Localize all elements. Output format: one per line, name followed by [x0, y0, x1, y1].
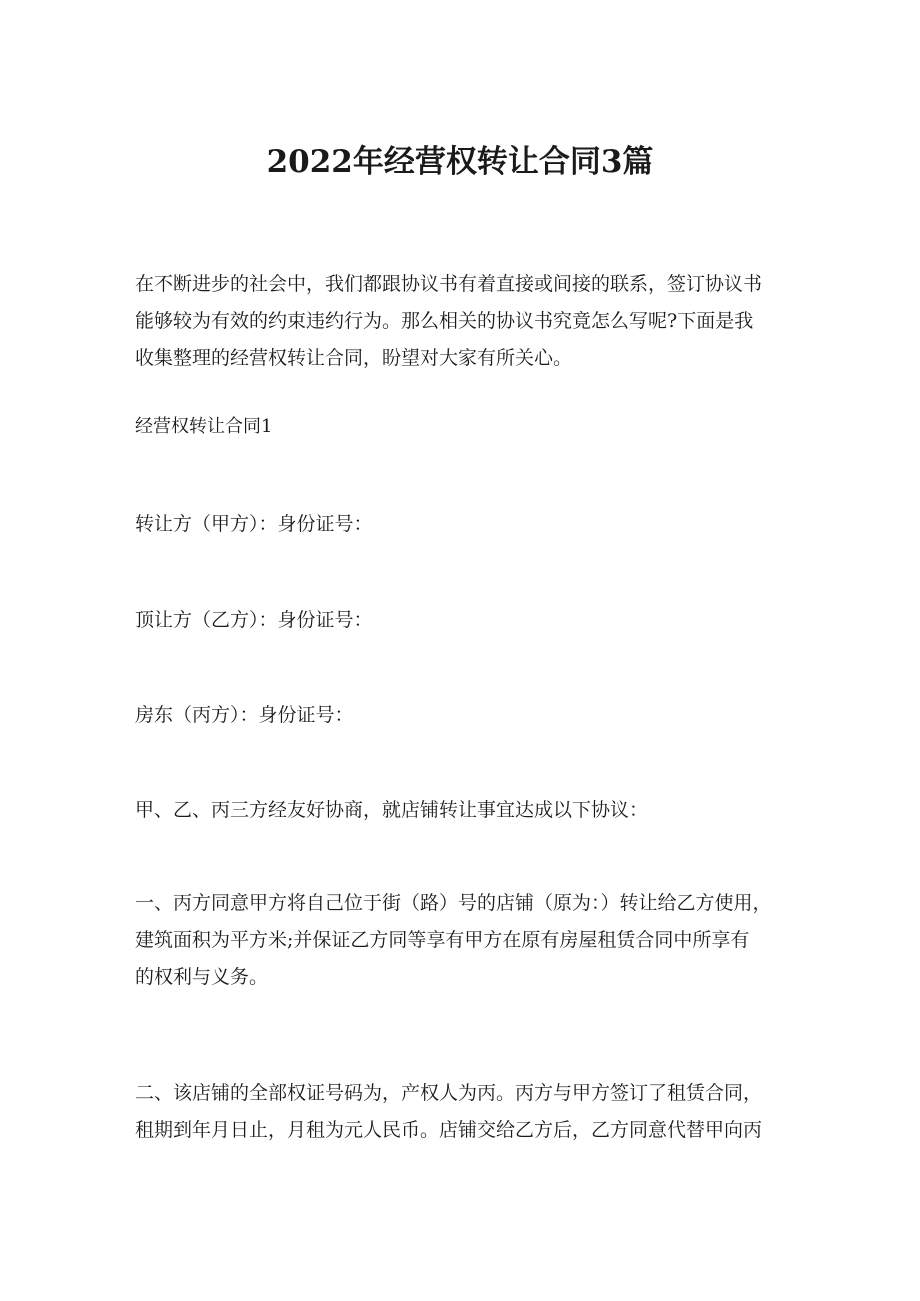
intro-paragraph: [135, 266, 795, 377]
party-transferee-text: 顶让方（乙方）：身份证号：: [135, 609, 373, 631]
party-transferor-text: 转让方（甲方）：身份证号：: [135, 513, 373, 535]
clause-line: 一、丙方同意甲方将自己位于街（路）号的店铺（原为：）转让给乙方使用，: [135, 892, 772, 914]
clause-line: 二、该店铺的全部权证号码为，产权人为丙。丙方与甲方签订了租赁合同，: [135, 1082, 763, 1104]
party-landlord-text: 房东（丙方）：身份证号：: [135, 704, 354, 726]
clause-line: 建筑面积为平方米;并保证乙方同等享有甲方在原有房屋租赁合同中所享有: [135, 929, 750, 951]
document-title: 2022年经营权转让合同3篇: [266, 144, 654, 180]
agreement-intro-text: 甲、乙、丙三方经友好协商，就店铺转让事宜达成以下协议：: [135, 799, 649, 821]
intro-line: 收集整理的经营权转让合同，盼望对大家有所关心。: [135, 347, 573, 369]
clause-line: 的权利与义务。: [135, 966, 269, 988]
clause-1: [135, 885, 795, 996]
section-heading: 经营权转让合同1: [135, 416, 273, 437]
party-transferor: [135, 506, 795, 543]
intro-line: 能够较为有效的约束违约行为。那么相关的协议书究竟怎么写呢?下面是我: [135, 310, 754, 332]
agreement-intro: [135, 792, 795, 829]
intro-line: 在不断进步的社会中，我们都跟协议书有着直接或间接的联系，签订协议书: [135, 273, 763, 295]
party-landlord: [135, 697, 795, 734]
clause-line: 租期到年月日止，月租为元人民币。店铺交给乙方后，乙方同意代替甲向丙: [135, 1119, 763, 1141]
party-transferee: [135, 602, 795, 639]
clause-2: [135, 1075, 795, 1149]
